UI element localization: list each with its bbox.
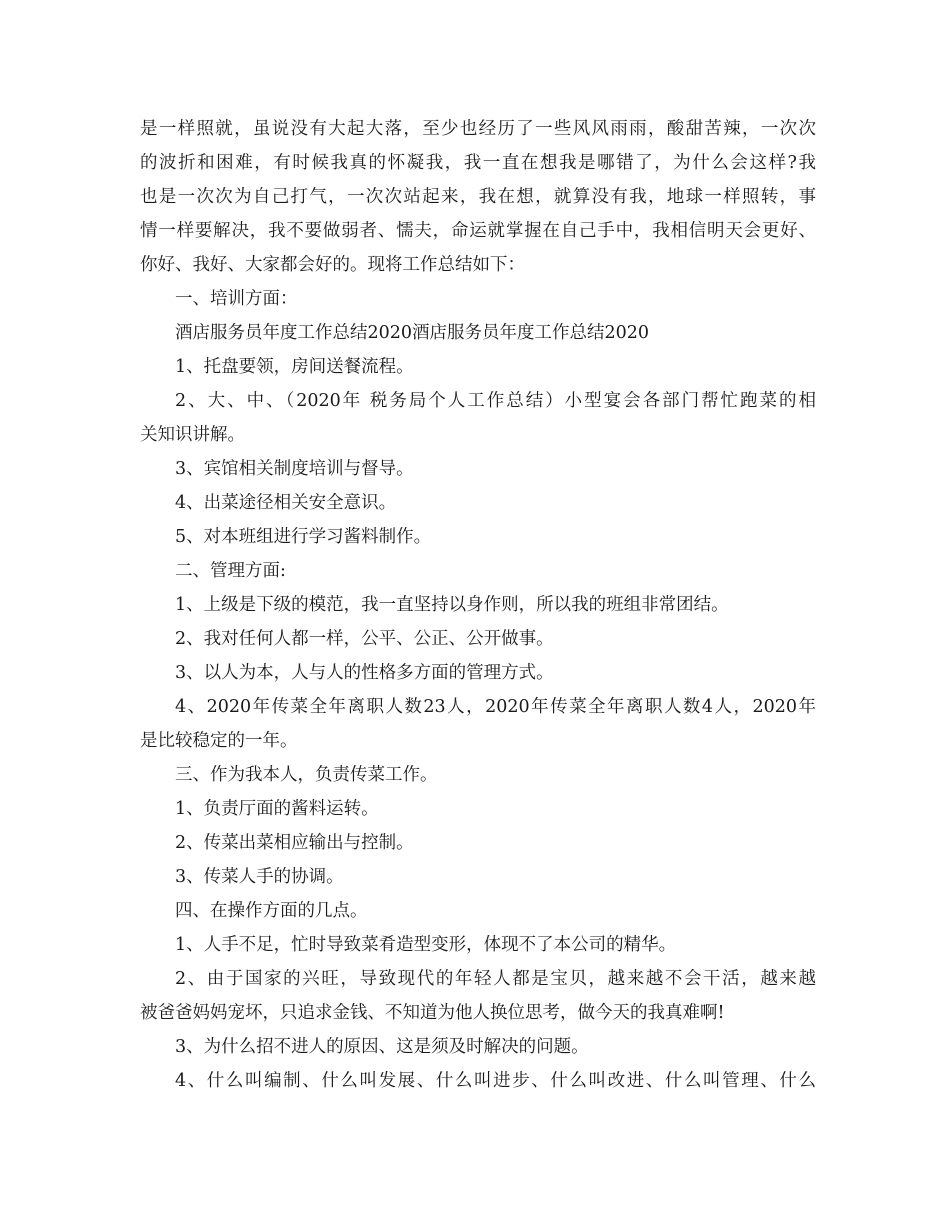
text-line: 关知识讲解。 xyxy=(140,425,245,445)
text-line: 4、什么叫编制、什么叫发展、什么叫进步、什么叫改进、什么叫管理、什么 xyxy=(175,1071,816,1091)
text-line: 2、大、中、（2020年 税务局个人工作总结）小型宴会各部门帮忙跑菜的相 xyxy=(175,391,816,411)
text-line: 1、人手不足，忙时导致菜肴造型变形，体现不了本公司的精华。 xyxy=(175,935,677,955)
text-line: 也是一次次为自己打气，一次次站起来，我在想，就算没有我，地球一样照转，事 xyxy=(140,187,816,207)
text-line: 二、管理方面: xyxy=(175,561,286,581)
text-line: 3、传菜人手的协调。 xyxy=(175,867,344,887)
text-line: 是一样照就，虽说没有大起大落，至少也经历了一些风风雨雨，酸甜苦辣，一次次 xyxy=(140,119,816,139)
document-body xyxy=(140,112,816,1098)
text-line: 4、2020年传菜全年离职人数23人，2020年传菜全年离职人数4人，2020年 xyxy=(175,697,816,717)
text-line: 四、在操作方面的几点。 xyxy=(175,901,368,921)
text-line: 酒店服务员年度工作总结2020酒店服务员年度工作总结2020 xyxy=(175,323,650,343)
text-line: 2、由于国家的兴旺，导致现代的年轻人都是宝贝，越来越不会干活，越来越 xyxy=(175,969,816,989)
text-line: 3、以人为本，人与人的性格多方面的管理方式。 xyxy=(175,663,554,683)
text-line: 2、我对任何人都一样，公平、公正、公开做事。 xyxy=(175,629,554,649)
text-line: 你好、我好、大家都会好的。现将工作总结如下： xyxy=(140,255,525,275)
text-line: 3、为什么招不进人的原因、这是须及时解决的问题。 xyxy=(175,1037,589,1057)
text-line: 是比较稳定的一年。 xyxy=(140,731,298,751)
text-line: 被爸爸妈妈宠坏，只追求金钱、不知道为他人换位思考，做今天的我真难啊! xyxy=(140,1003,725,1023)
text-line: 的波折和困难，有时候我真的怀凝我，我一直在想我是哪错了，为什么会这样?我 xyxy=(140,153,816,173)
text-line: 2、传菜出菜相应输出与控制。 xyxy=(175,833,414,853)
text-line: 1、负责厅面的酱料运转。 xyxy=(175,799,379,819)
text-line: 5、对本班组进行学习酱料制作。 xyxy=(175,527,432,547)
text-line: 4、出菜途径相关安全意识。 xyxy=(175,493,397,513)
text-line: 1、托盘要领，房间送餐流程。 xyxy=(175,357,414,377)
text-line: 情一样要解决，我不要做弱者、懦夫，命运就掌握在自己手中，我相信明天会更好、 xyxy=(140,221,816,241)
text-line: 3、宾馆相关制度培训与督导。 xyxy=(175,459,414,479)
text-line: 1、上级是下级的模范，我一直坚持以身作则，所以我的班组非常团结。 xyxy=(175,595,729,615)
text-line: 一、培训方面： xyxy=(175,289,298,309)
text-line: 三、作为我本人，负责传菜工作。 xyxy=(175,765,438,785)
